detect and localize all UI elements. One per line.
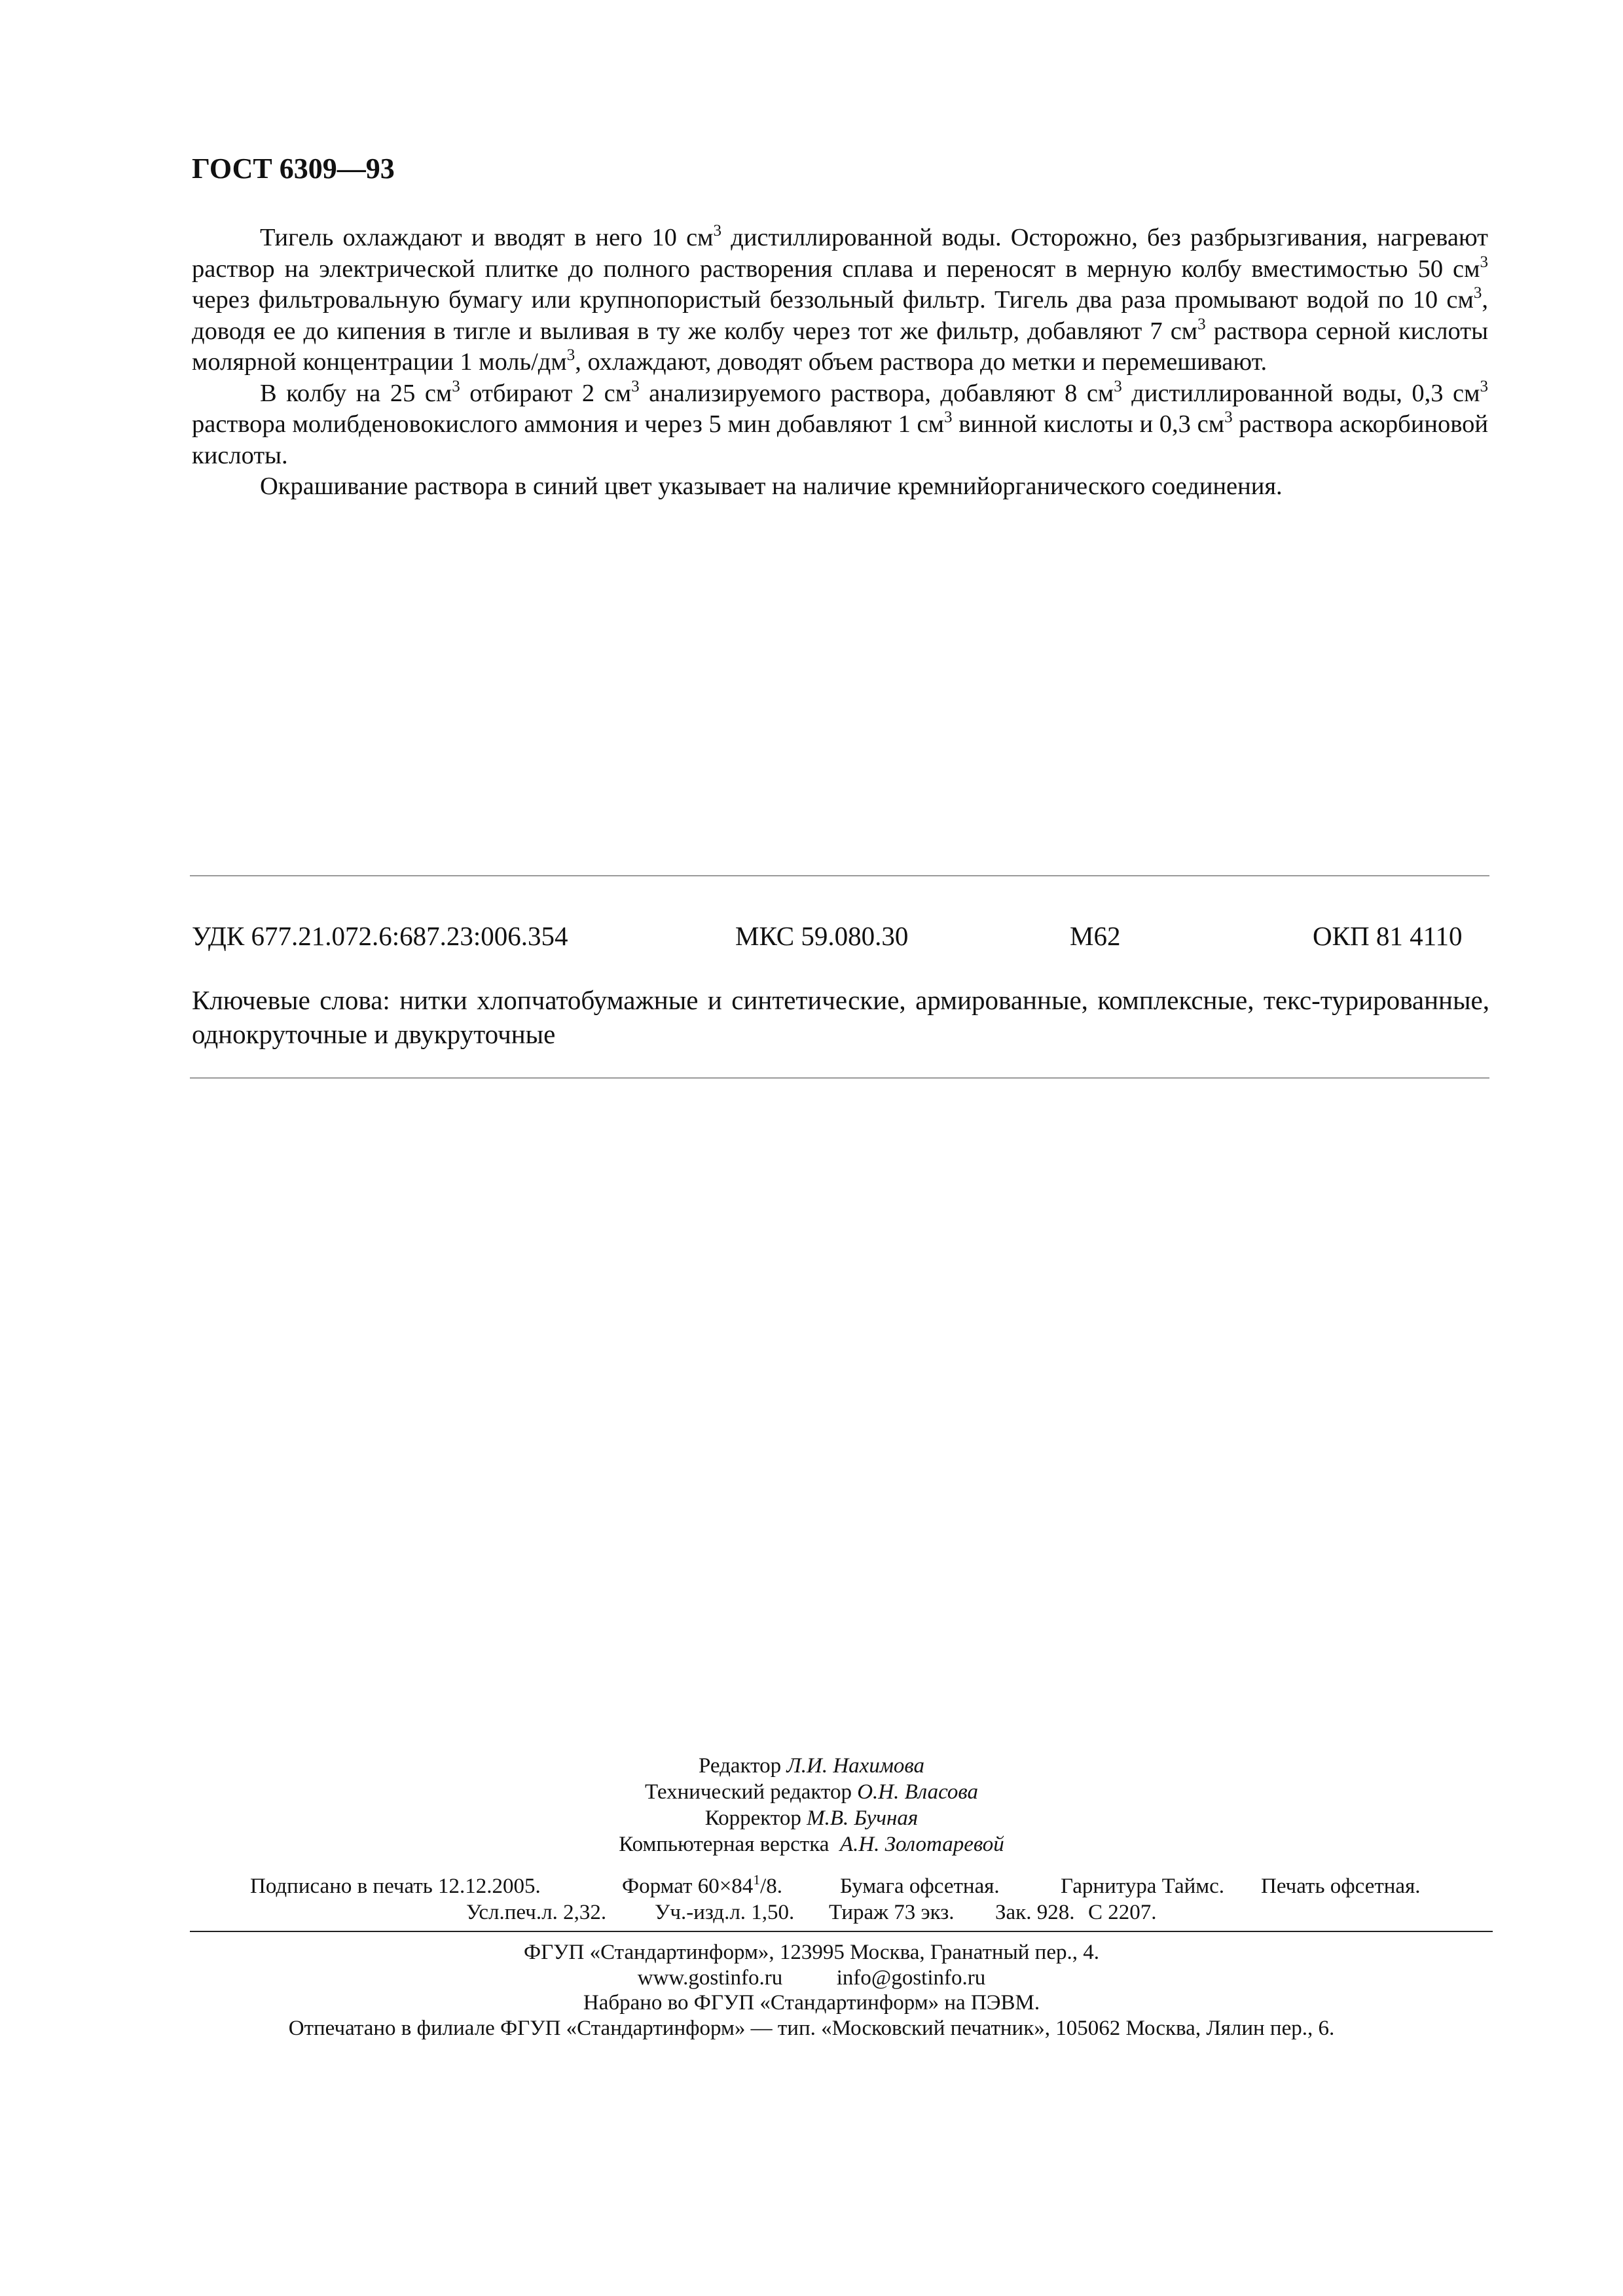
signed-date: Подписано в печать 12.12.2005. <box>250 1874 541 1898</box>
document-header: ГОСТ 6309—93 <box>192 152 395 185</box>
divider-top <box>190 875 1489 876</box>
order-info: Зак. 928. <box>995 1901 1075 1924</box>
paper-info: Бумага офсетная. <box>840 1874 1000 1898</box>
publisher-email: info@gostinfo.ru <box>836 1965 986 1990</box>
editor-line: Редактор Л.И. Нахимова <box>699 1754 924 1778</box>
paragraph-2: В колбу на 25 $см^3$ отбирают 2 $см^3$ анализируемого раствора, добавляют 8 $см^3$ дистиллированной воды, 0,3 $см^3$ раствора молибденовокислого аммония и через 5 мин добавляют 1 $см^3$ винной кислоты и 0,3 $см^3$ раствора аскорбиновой кислоты. <box>192 377 1488 469</box>
paragraph-3: Окрашивание раствора в синий цвет указывает на наличие кремнийорганического соединения. <box>260 473 1283 500</box>
paragraph-1: Тигель охлаждают и вводят в него 10 $см^3$ дистиллированной воды. Осторожно, без разбрызгивания, нагревают раствор на электрической плитке до полного растворения сплава и переносят в мерную колбу вместимостью 50 $см^3$ через фильтровальную бумагу или крупнопористый беззольный фильтр. Тигель два раза промывают водой по 10 $см^3$, доводя ее до кипения в тигле и выливая в ту же колбу через тот же фильтр, добавляют 7 $см^3$ раствора серной кислоты молярной концентрации 1 моль/$дм^3$, охлаждают, доводят объем раствора до метки и перемешивают. <box>192 222 1488 376</box>
typeset-info: Набрано во ФГУП «Стандартинформ» на ПЭВМ. <box>583 1991 1040 2015</box>
publisher-address: ФГУП «Стандартинформ», 123995 Москва, Гранатный пер., 4. <box>524 1941 1099 1964</box>
okp-code: ОКП 81 4110 <box>1313 921 1463 951</box>
printed-info: Отпечатано в филиале ФГУП «Стандартинформ» — тип. «Московский печатник», 105062 Москва, Лялин пер., 6. <box>288 2016 1335 2040</box>
usl-info: Усл.печ.л. 2,32. <box>466 1901 607 1924</box>
divider-publisher <box>190 1931 1493 1932</box>
corrector-line: Корректор М.В. Бучная <box>704 1806 919 1830</box>
keywords: Ключевые слова: нитки хлопчатобумажные и синтетические, армированные, комплексные, текс-турированные, однокруточные и двукруточные <box>192 985 1489 1049</box>
group-code: М62 <box>1070 921 1121 951</box>
divider-bottom <box>190 1077 1489 1079</box>
printer-info <box>0 1940 1623 2041</box>
publisher-site: www.gostinfo.ru <box>637 1965 783 1990</box>
uch-info: Уч.-изд.л. 1,50. <box>655 1901 795 1924</box>
tech-editor-line: Технический редактор О.Н. Власова <box>644 1780 979 1804</box>
format-info: Формат $60\times 84^1/8$. <box>622 1872 782 1898</box>
credits <box>0 1753 1623 1857</box>
publisher-contacts <box>0 1965 1623 1991</box>
udk-code: УДК 677.21.072.6:687.23:006.354 <box>192 921 568 951</box>
body-text <box>192 223 1488 503</box>
tirazh-info: Тираж 73 экз. <box>829 1901 955 1924</box>
layout-line: Компьютерная верстка А.Н. Золотаревой <box>619 1833 1004 1856</box>
mks-code: МКС 59.080.30 <box>735 921 909 951</box>
print-info: Печать офсетная. <box>1261 1874 1421 1898</box>
font-info: Гарнитура Таймс. <box>1061 1874 1225 1898</box>
c-info: С 2207. <box>1088 1901 1157 1924</box>
